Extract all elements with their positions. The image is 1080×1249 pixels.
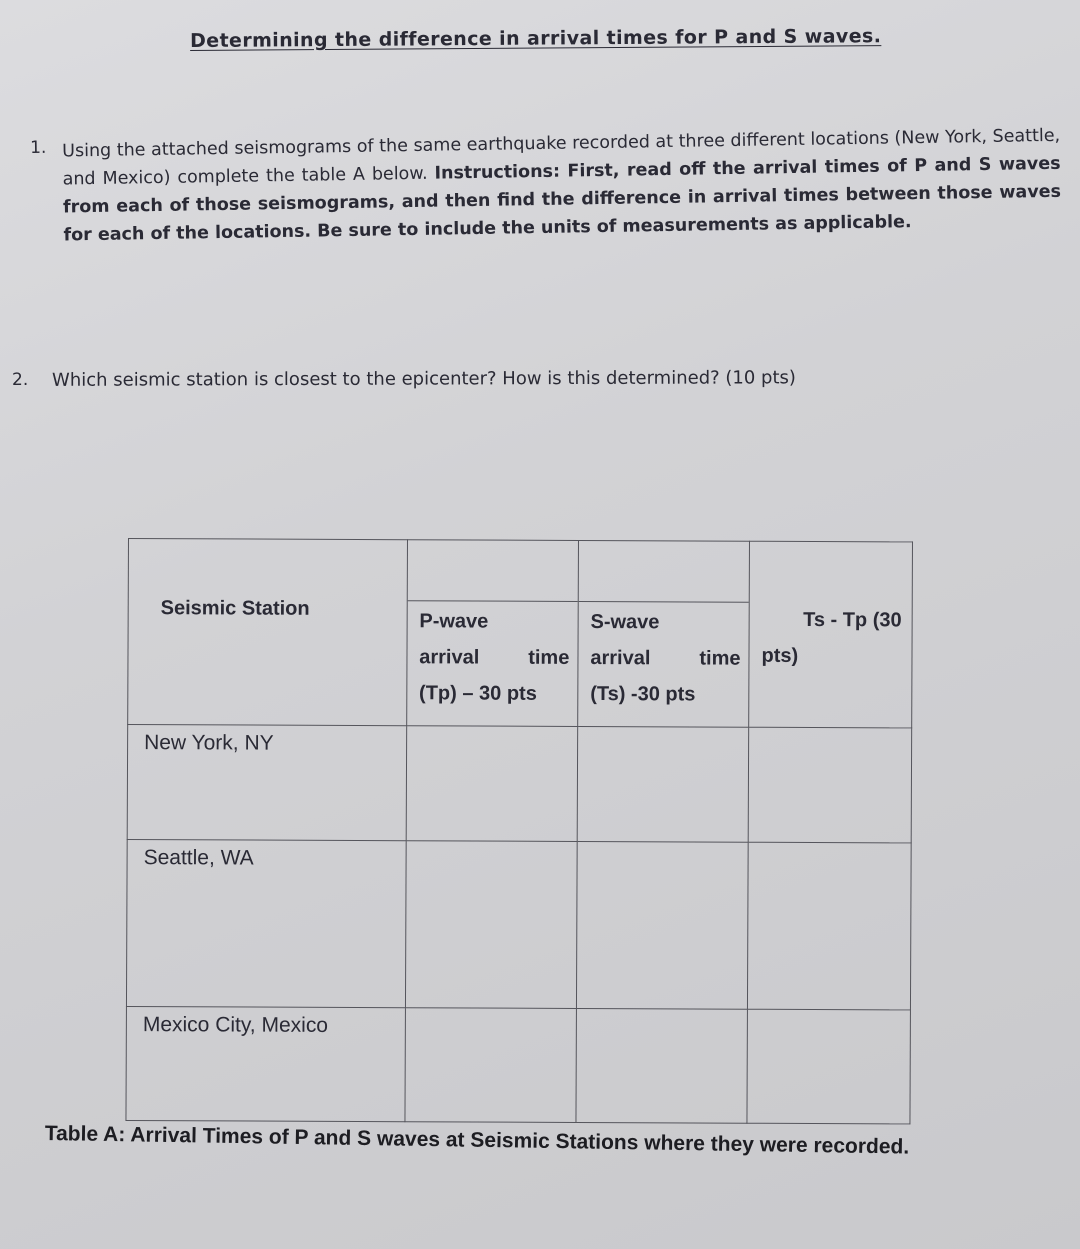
station-name: New York, NY <box>144 731 274 755</box>
tp-cell[interactable] <box>406 726 578 842</box>
header-cell-s-wave <box>578 540 750 727</box>
header-p-wave-time: time <box>528 646 570 669</box>
table-caption: Table A: Arrival Times of P and S waves at Seismic Stations where they were recorded. <box>44 1122 910 1159</box>
arrival-times-table <box>125 538 913 1124</box>
header-p-wave-line1: P-wave <box>419 610 489 633</box>
header-difference <box>761 602 901 675</box>
question-1 <box>30 122 1062 250</box>
station-cell <box>126 1006 405 1121</box>
header-s-wave <box>578 601 749 713</box>
header-s-wave-time: time <box>699 647 741 670</box>
table-row <box>127 725 911 843</box>
table-row <box>126 1006 910 1123</box>
header-p-wave-line2 <box>419 639 569 676</box>
header-s-wave-line1: S-wave <box>590 611 660 634</box>
tp-cell[interactable] <box>405 841 577 1009</box>
question-1-instructions: Instructions: First, read off the arrival times of P and S waves from each of those seismograms, and then find the difference in arrival times between those waves for each of the locations. Be sure to include the units of measurements as applicable. <box>62 153 1062 246</box>
question-2-number: 2. <box>12 369 29 390</box>
header-cell-difference <box>749 541 913 728</box>
station-name: Seattle, WA <box>143 846 254 870</box>
header-difference-line2: pts) <box>761 644 799 667</box>
header-station-label: Seismic Station <box>160 597 310 620</box>
ts-cell[interactable] <box>577 726 749 842</box>
header-cell-station <box>128 539 408 726</box>
header-cell-p-wave <box>406 540 578 727</box>
header-p-wave-arrival: arrival <box>419 646 480 669</box>
difference-cell[interactable] <box>747 842 911 1010</box>
header-s-wave-line3: (Ts) -30 pts <box>590 683 696 706</box>
ts-cell[interactable] <box>576 841 748 1009</box>
ts-cell[interactable] <box>576 1008 748 1123</box>
station-cell <box>126 839 405 1007</box>
header-p-wave-line3: (Tp) – 30 pts <box>419 682 537 705</box>
station-name: Mexico City, Mexico <box>142 1013 329 1037</box>
header-difference-line1: Ts - Tp (30 <box>803 608 902 632</box>
difference-cell[interactable] <box>747 1009 910 1124</box>
question-2 <box>12 367 1012 391</box>
question-1-number: 1. <box>30 137 47 158</box>
page-title: Determining the difference in arrival times for P and S waves. <box>190 25 882 52</box>
header-s-wave-arrival: arrival <box>590 647 651 670</box>
header-p-wave <box>407 600 578 712</box>
table-header-row <box>128 539 913 728</box>
tp-cell[interactable] <box>405 1008 577 1123</box>
question-2-text: Which seismic station is closest to the epicenter? How is this determined? (10 pts) <box>51 367 796 391</box>
table-row <box>126 839 911 1009</box>
question-1-body <box>62 122 1062 250</box>
header-s-wave-line2 <box>590 640 740 677</box>
difference-cell[interactable] <box>748 727 911 843</box>
arrival-times-table-wrap <box>125 538 913 1123</box>
station-cell <box>127 725 406 841</box>
question-1-text: Using the attached seismograms of the same earthquake recorded at three different locations (New York, Seattle, and Mexico) complete the table A below. <box>62 125 1061 190</box>
